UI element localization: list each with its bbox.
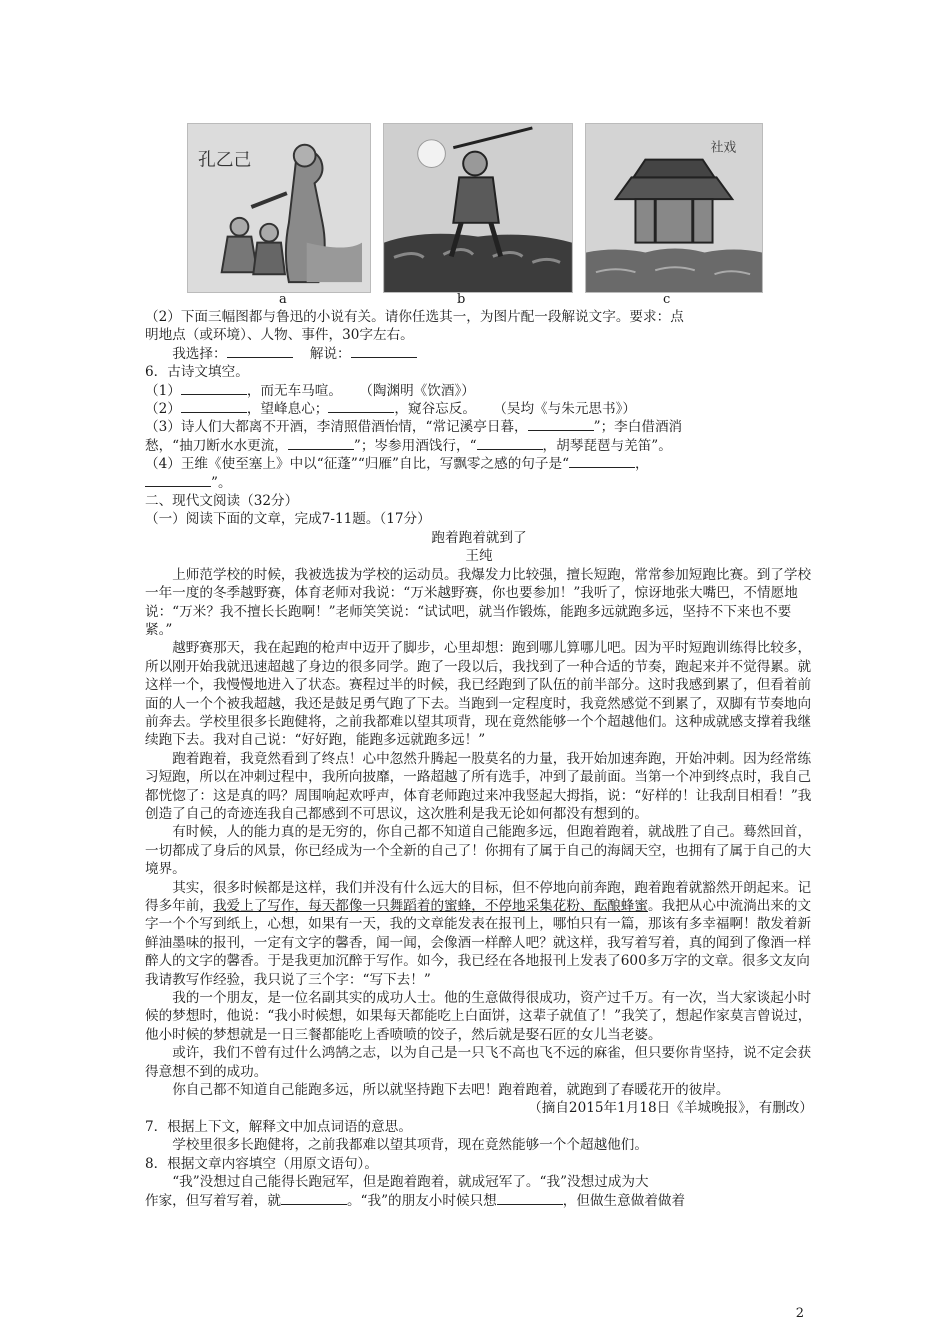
article-p8: 你自己都不知道自己能跑多远，所以就坚持跑下去吧！跑着跑着，就跑到了春暖花开的彼岸。 <box>172 1082 730 1099</box>
article-p3: 跑着跑着，我竟然看到了终点！心中忽然升腾起一股莫名的力量，我开始加速奔跑，开始冲刺。因为经常练习短跑，所以在冲刺过程中，我所向披靡，一路超越了所有选手，冲到了最前面。当第一个冲到终点时，我自己都恍惚了：这是真的吗？周围响起欢呼声，体育老师跑过来冲我竖起大拇指，说：“好样的！让我刮目相看！”我创造了自己的奇迹连我自己都感到不可思议，这次胜利是我无论如何都没有想到的。 <box>145 750 812 822</box>
q6-item2 <box>145 400 813 418</box>
label-c: c <box>663 292 671 307</box>
article-p5-underlined: 我爱上了写作，每天都像一只舞蹈着的蜜蜂，不停地采集花粉、酝酿蜂蜜 <box>212 898 648 914</box>
q6-1-text: ，而无车马喧。 <box>246 382 342 399</box>
q6-item1 <box>145 382 813 400</box>
article-title: 跑着跑着就到了 <box>431 529 527 546</box>
illustration-a-drawing <box>188 124 370 292</box>
illustration-c-drawing <box>586 124 762 292</box>
illustration-b-runtu <box>383 123 573 293</box>
q6-3-b: ”；李白借酒消 <box>593 419 683 436</box>
illustration-a-caption: 孔乙己 <box>197 149 252 171</box>
q8-blank-a[interactable] <box>281 1192 347 1205</box>
q6-3-blank-a[interactable] <box>528 418 594 431</box>
q6-3-blank-b[interactable] <box>288 437 354 450</box>
section2-title: 二、现代文阅读（32分） <box>145 493 299 510</box>
q6-item4 <box>145 455 813 473</box>
q6-1-blank[interactable] <box>181 382 247 395</box>
explain-label: 解说： <box>309 345 351 362</box>
q6-2-post: ，窥谷忘反。 <box>394 401 476 418</box>
q6-3-blank-c[interactable] <box>477 437 543 450</box>
label-a: a <box>279 292 287 307</box>
q8-title: 8．根据文章内容填空（用原文语句）。 <box>145 1155 378 1172</box>
q6-1-prefix: （1） <box>145 382 181 399</box>
q6-2-source: （吴均《与朱元思书》） <box>493 401 636 418</box>
q6-4-a: （4）王维《使至塞上》中以“征蓬”“归雁”自比，写飘零之感的句子是“ <box>145 456 570 473</box>
q8-line2 <box>145 1192 813 1210</box>
exam-content <box>145 308 813 1210</box>
page-number: 2 <box>795 1306 804 1321</box>
q7-title: 7．根据上下文，解释文中加点词语的意思。 <box>145 1118 412 1135</box>
q8-d: ，但做生意做着做着 <box>562 1192 686 1209</box>
article-p1: 上师范学校的时候，我被选拔为学校的运动员。我爆发力比较强，擅长短跑，常常参加短跑比赛。到了学校一年一度的冬季越野赛，体育老师对我说：“万米越野赛，你也要参加！”我听了，惊讶地张大嘴巴，不情愿地说：“万米？我不擅长长跑啊！”老师笑笑说：“试试吧，就当作锻炼，能跑多远就跑多远，坚持不下来也不要紧。” <box>145 566 812 638</box>
q6-1-source: （陶渊明《饮酒》） <box>359 382 475 399</box>
q8-b: 作家，但写着写着，就 <box>145 1192 281 1209</box>
q5-2-line1: （2）下面三幅图都与鲁迅的小说有关。请你任选其一，为图片配一段解说文字。要求：点 <box>145 309 684 325</box>
article-p4: 有时候，人的能力真的是无穷的，你自己都不知道自己能跑多远，但跑着跑着，就战胜了自己。蓦然回首，一切都成了身后的风景，你已经成为一个全新的自己了！你拥有了属于自己的海阔天空，也拥有了属于自己的大境界。 <box>145 824 812 878</box>
q6-2-prefix: （2） <box>145 401 181 418</box>
choose-blank[interactable] <box>227 345 293 358</box>
article-p5-post: 。我把从心中流淌出来的文字一个个写到纸上，心想，如果有一天，我的文章能发表在报刊上，哪怕只有一篇，那该有多幸福啊！散发着新鲜油墨味的报刊，一定有文字的馨香，闻一闻，会像酒一样醉人吧？就这样，我写着写着，真的闻到了像酒一样醉人的文字的馨香。于是我更加沉醉于写作。如今，我已经在各地报刊上发表了600多万字的文章。很多文友向我请教写作经验，我只说了三个字：“写下去！” <box>145 898 812 988</box>
q6-3-c: 愁，“抽刀断水水更流， <box>145 437 288 454</box>
article-p5 <box>145 879 813 989</box>
label-b: b <box>457 292 466 307</box>
article-p2: 越野赛那天，我在起跑的枪声中迈开了脚步，心里却想：跑到哪儿算哪儿吧。因为平时短跑训练得比较多，所以刚开始我就迅速超越了身边的很多同学。跑了一段以后，我找到了一种合适的节奏，跑起来并不觉得累。就这样一个，我慢慢地进入了状态。赛程过半的时候，我已经跑到了队伍的前半部分。这时我感到累了，但看着前面的人一个个被我超越，我还是鼓足勇气跑了下去。当跑到一定程度时，我竟然感觉不到累了，双脚有节奏地向前奔去。学校里很多长跑健将，之前我都难以望其项背，现在竟然能够一个个超越他们。这种成就感支撑着我继续跑下去。我对自己说：“好好跑，能跑多远就跑多远！” <box>145 640 812 749</box>
q8-blank-b[interactable] <box>497 1192 563 1205</box>
q6-item4-line2 <box>145 474 813 492</box>
choose-label: 我选择： <box>172 345 227 362</box>
q8-c: 。“我”的朋友小时候只想 <box>346 1192 497 1209</box>
q6-item3-line2 <box>145 437 813 455</box>
illustration-strip <box>187 123 763 293</box>
q6-3-e: ，胡琴琵琶与羌笛”。 <box>542 437 672 454</box>
illustration-c-village-opera <box>585 123 763 293</box>
illustration-a-kong-yiji <box>187 123 371 293</box>
section2-sub: （一）阅读下面的文章，完成7-11题。（17分） <box>145 511 431 528</box>
q5-2-line2: 明地点（或环境）、人物、事件，30字左右。 <box>145 327 414 344</box>
illustration-c-caption: 社戏 <box>710 140 737 156</box>
article-author: 王纯 <box>465 548 493 565</box>
q6-4-blank-a[interactable] <box>569 455 635 468</box>
explain-blank[interactable] <box>351 345 417 358</box>
q6-4-c: ”。 <box>211 474 232 491</box>
q6-2-mid: ，望峰息心； <box>246 401 329 418</box>
q6-title: 6．古诗文填空。 <box>145 364 249 381</box>
article-p5-pre: 其实，很多时候都是这样，我们并没有什么远大的目标，但不停地向前奔跑，跑着跑着就豁然开朗起来。记得多年前， <box>145 879 812 914</box>
article-p7: 或许，我们不曾有过什么鸿鹄之志，以为自己是一只飞不高也飞不远的麻雀，但只要你肯坚持，说不定会获得意想不到的成功。 <box>145 1045 812 1080</box>
illustration-labels <box>187 292 763 308</box>
q6-item3-line1 <box>145 418 813 436</box>
q7-body: 学校里很多长跑健将，之前我都难以望其项背，现在竟然能够一个个超越他们。 <box>172 1137 648 1154</box>
q6-2-blank-a[interactable] <box>181 400 247 413</box>
q8-line1: “我”没想过自己能得长跑冠军，但是跑着跑着，就成冠军了。“我”没想过成为大 <box>172 1174 649 1191</box>
q6-3-d: ”；岑参用酒饯行，“ <box>353 437 477 454</box>
article-source: （摘自2015年1月18日《羊城晚报》，有删改） <box>528 1100 813 1117</box>
q6-4-b: ， <box>635 456 649 473</box>
article-p6: 我的一个朋友，是一位名副其实的成功人士。他的生意做得很成功，资产过千万。有一次，当大家谈起小时候的梦想时，他说：“我小时候想，如果每天都能吃上白面饼，这辈子就值了！”我笑了，想起作家莫言曾说过，他小时候的梦想就是一日三餐都能吃上香喷喷的饺子，然后就是娶石匠的女儿当老婆。 <box>145 990 812 1043</box>
q6-2-blank-b[interactable] <box>328 400 394 413</box>
q5-2-answer-row <box>145 345 813 363</box>
illustration-b-drawing <box>384 124 572 292</box>
q6-3-a: （3）诗人们大都离不开酒，李清照借酒怡情，“常记溪亭日暮， <box>145 419 528 436</box>
q6-4-blank-b[interactable] <box>145 474 211 487</box>
